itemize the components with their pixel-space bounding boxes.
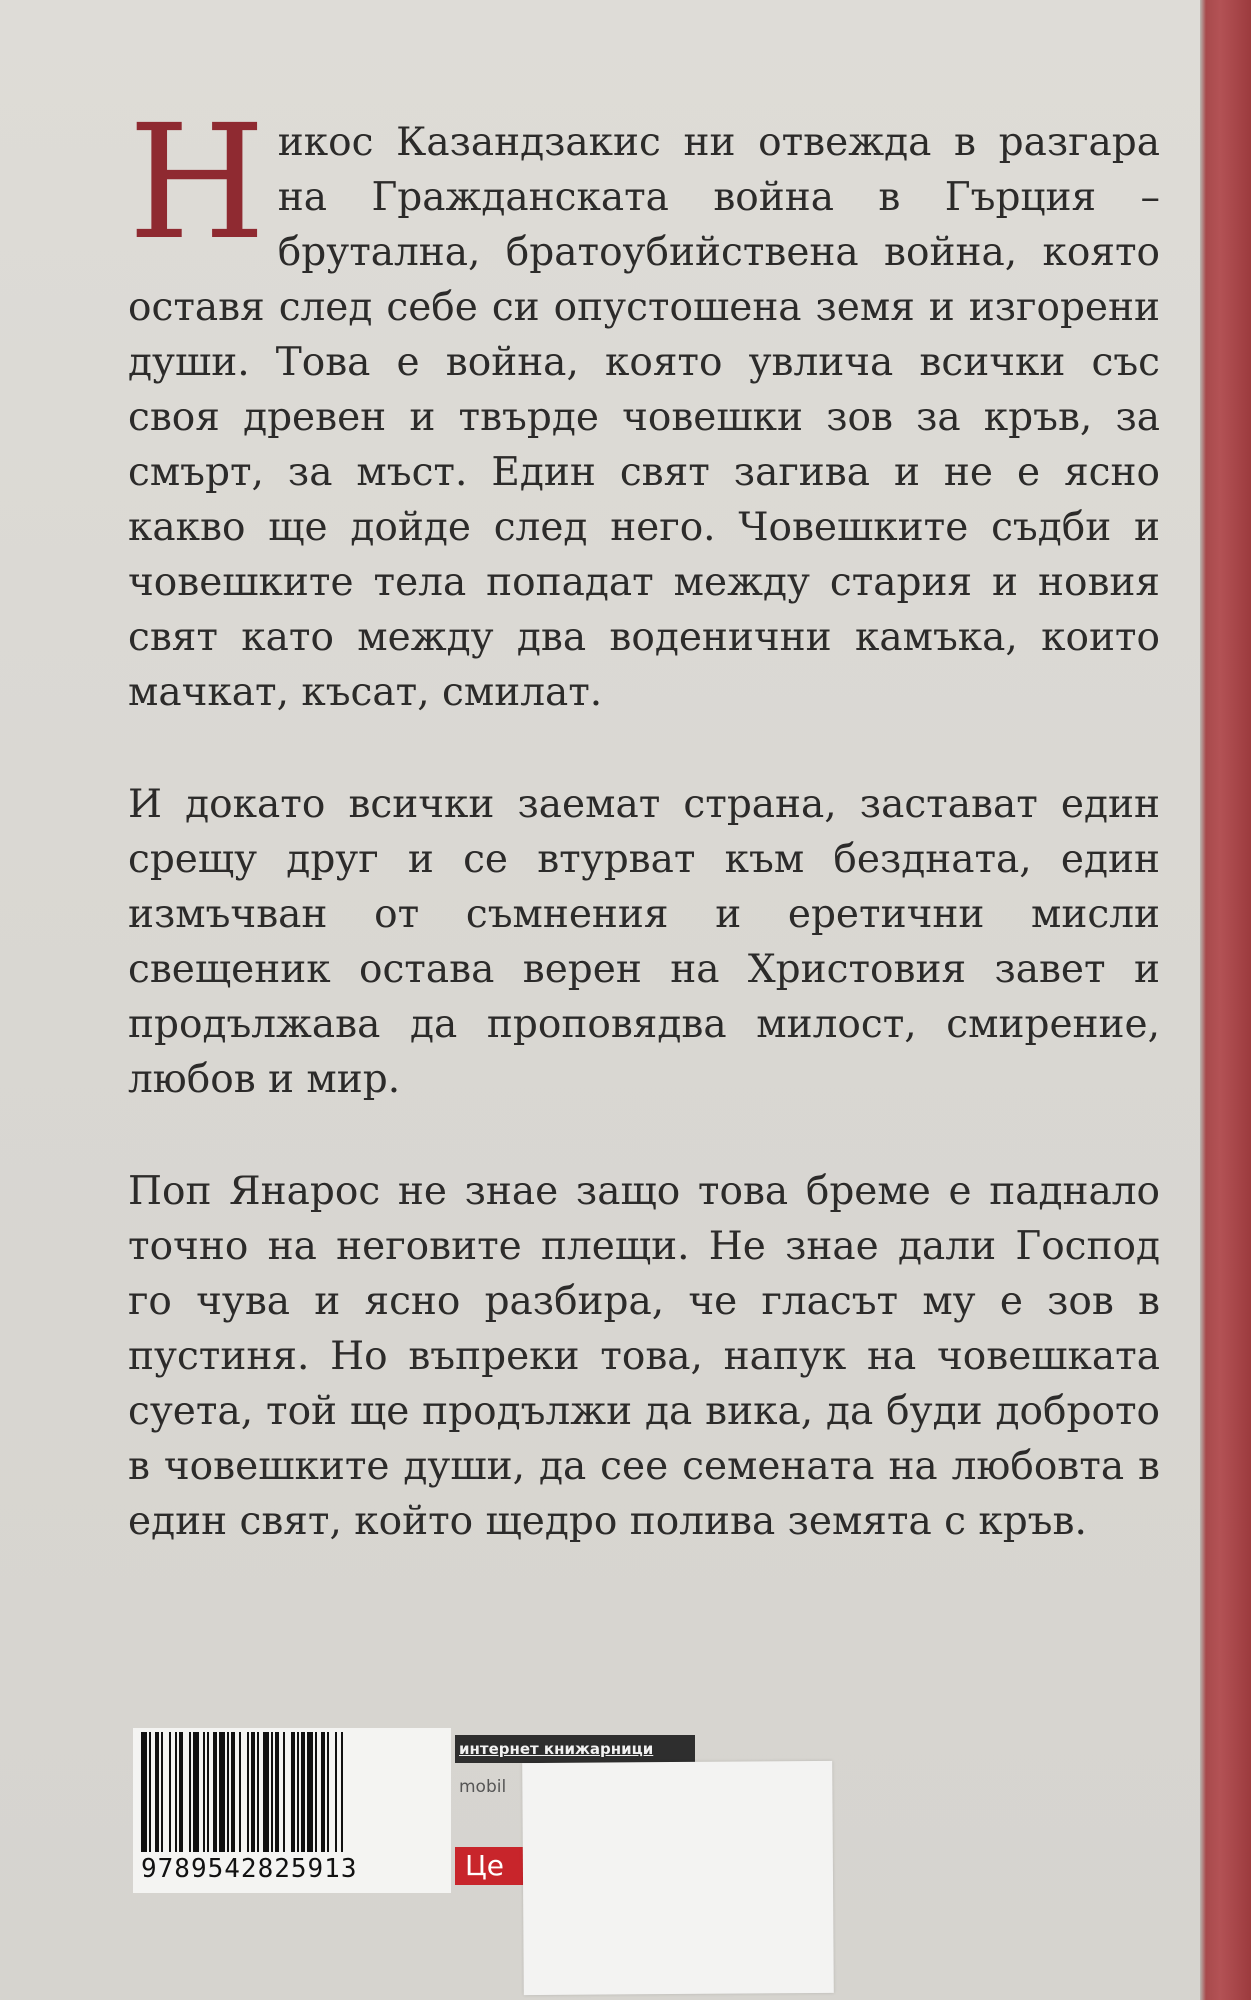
blurb-text: [128, 91, 1160, 1606]
barcode-bar: [231, 1732, 235, 1852]
blurb-paragraph-1: [128, 91, 1160, 720]
book-spine: [1200, 0, 1251, 2000]
barcode-bar: [213, 1732, 217, 1852]
drop-cap: Н: [128, 91, 266, 275]
barcode-bar: [291, 1732, 295, 1852]
barcode-bar: [161, 1732, 163, 1852]
barcode-bar: [149, 1732, 151, 1852]
barcode-bar: [327, 1732, 329, 1852]
sticker-store-name: интернет книжарници: [455, 1735, 695, 1763]
barcode-bar: [155, 1732, 159, 1852]
barcode-bar: [283, 1732, 285, 1852]
barcode-bar: [263, 1732, 269, 1852]
barcode-bar: [193, 1732, 199, 1852]
barcode-bar: [219, 1732, 225, 1852]
barcode-bar: [307, 1732, 313, 1852]
barcode-bar: [301, 1732, 305, 1852]
price-label: Це: [455, 1847, 535, 1885]
isbn-number: 9789542825913: [141, 1854, 358, 1884]
barcode-bar: [175, 1732, 177, 1852]
barcode-bar: [315, 1732, 317, 1852]
sticker-mobile-text: mobil: [459, 1777, 507, 1797]
barcode-bar: [275, 1732, 279, 1852]
barcode-bar: [189, 1732, 191, 1852]
isbn-barcode: [133, 1728, 451, 1893]
blurb-paragraph-1-text: икос Казандзакис ни отвежда в разгара на Гражданската война в Гърция – брутална, братоубийствена война, която оставя след себе си опустошена земя и изгорени души. Това е война, която увлича всички със своя древен и твърде човешки зов за кръв, за смърт, за мъст. Един свят загива и не е ясно какво ще дойде след него. Човешките съдби и човешките тела попадат между стария и новия свят като между два воденични камъка, които мачкат, късат, смилат.: [128, 120, 1160, 715]
barcode-bar: [297, 1732, 299, 1852]
barcode-bar: [141, 1732, 147, 1852]
barcode-bar: [203, 1732, 205, 1852]
barcode-bars: [139, 1732, 445, 1852]
barcode-bar: [341, 1732, 343, 1852]
barcode-bar: [169, 1732, 171, 1852]
barcode-bar: [335, 1732, 337, 1852]
barcode-bar: [227, 1732, 229, 1852]
blurb-paragraph-2: И докато всички заемат страна, застават един срещу друг и се втурват към бездната, един измъчван от съмнения и еретични мисли свещеник остава верен на Христовия завет и продължава да проповядва милост, смирение, любов и мир.: [128, 782, 1160, 1102]
barcode-bar: [257, 1732, 259, 1852]
barcode-bar: [251, 1732, 255, 1852]
barcode-bar: [207, 1732, 209, 1852]
barcode-bar: [239, 1732, 241, 1852]
covering-label: [522, 1761, 834, 1995]
barcode-bar: [271, 1732, 273, 1852]
barcode-bar: [179, 1732, 183, 1852]
blurb-paragraph-3: Поп Янарос не знае защо това бреме е паднало точно на неговите плещи. Не знае дали Господ го чува и ясно разбира, че гласът му е зов в пустиня. Но въпреки това, напук на човешката суета, той ще продължи да вика, да буди доброто в човешките души, да сее семената на любовта в един свят, който щедро полива земята с кръв.: [128, 1169, 1160, 1544]
barcode-bar: [321, 1732, 325, 1852]
barcode-bar: [247, 1732, 249, 1852]
